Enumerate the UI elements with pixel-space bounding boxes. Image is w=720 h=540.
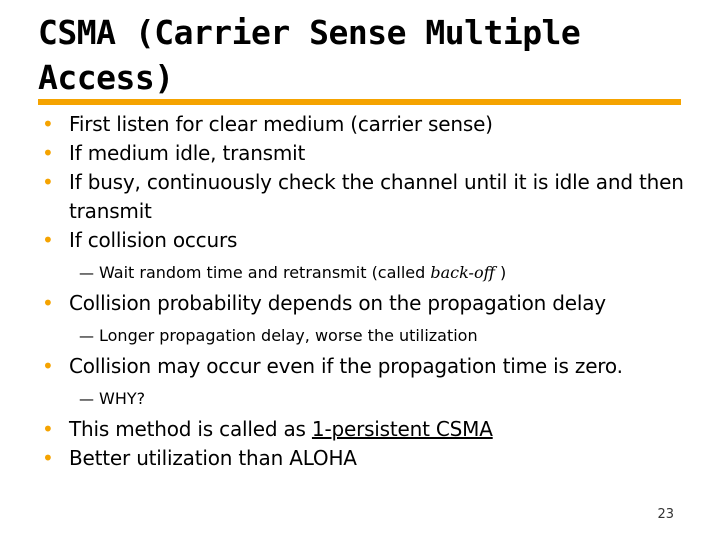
bullet-text: If collision occurs bbox=[69, 228, 238, 252]
bullet-dot-icon: • bbox=[42, 170, 54, 194]
bullet-item bbox=[42, 289, 692, 318]
backoff-term: back-off bbox=[430, 263, 495, 282]
sub-bullet-item bbox=[42, 259, 692, 287]
bullet-item bbox=[42, 226, 692, 255]
slide-title: CSMA (Carrier Sense Multiple Access) bbox=[38, 13, 581, 97]
bullet-dot-icon: • bbox=[42, 141, 54, 165]
bullet-text: First listen for clear medium (carrier sense) bbox=[69, 112, 493, 136]
bullet-text: This method is called as bbox=[69, 417, 312, 441]
bullet-item bbox=[42, 415, 692, 444]
bullet-text: If busy, continuously check the channel until it is idle and then transmit bbox=[69, 170, 684, 223]
sub-bullet-suffix: ) bbox=[494, 263, 507, 282]
sub-bullet-item bbox=[42, 322, 692, 350]
bullet-dot-icon: • bbox=[42, 354, 54, 378]
bullet-text: If medium idle, transmit bbox=[69, 141, 306, 165]
bullet-dot-icon: • bbox=[42, 228, 54, 252]
title-underline-rule bbox=[38, 99, 681, 105]
bullet-text: Better utilization than ALOHA bbox=[69, 446, 357, 470]
bullet-item bbox=[42, 168, 692, 226]
bullet-dot-icon: • bbox=[42, 446, 54, 470]
bullet-item bbox=[42, 139, 692, 168]
bullet-text: Collision probability depends on the propagation delay bbox=[69, 291, 606, 315]
sub-bullet-text: Wait random time and retransmit (called bbox=[99, 263, 431, 282]
bullet-item bbox=[42, 352, 692, 381]
sub-bullet-text: WHY? bbox=[99, 389, 146, 408]
sub-bullet-item bbox=[42, 385, 692, 413]
bullet-dot-icon: • bbox=[42, 417, 54, 441]
dash-icon: — bbox=[79, 327, 94, 345]
bullet-dot-icon: • bbox=[42, 112, 54, 136]
bullet-text: Collision may occur even if the propagation time is zero. bbox=[69, 354, 623, 378]
sub-bullet-text: Longer propagation delay, worse the utilization bbox=[99, 326, 478, 345]
page-number: 23 bbox=[657, 507, 674, 522]
dash-icon: — bbox=[79, 264, 94, 282]
slide-content bbox=[42, 110, 692, 473]
bullet-dot-icon: • bbox=[42, 291, 54, 315]
dash-icon: — bbox=[79, 390, 94, 408]
bullet-item bbox=[42, 110, 692, 139]
bullet-item bbox=[42, 444, 692, 473]
persistent-csma-term: 1-persistent CSMA bbox=[311, 417, 493, 441]
